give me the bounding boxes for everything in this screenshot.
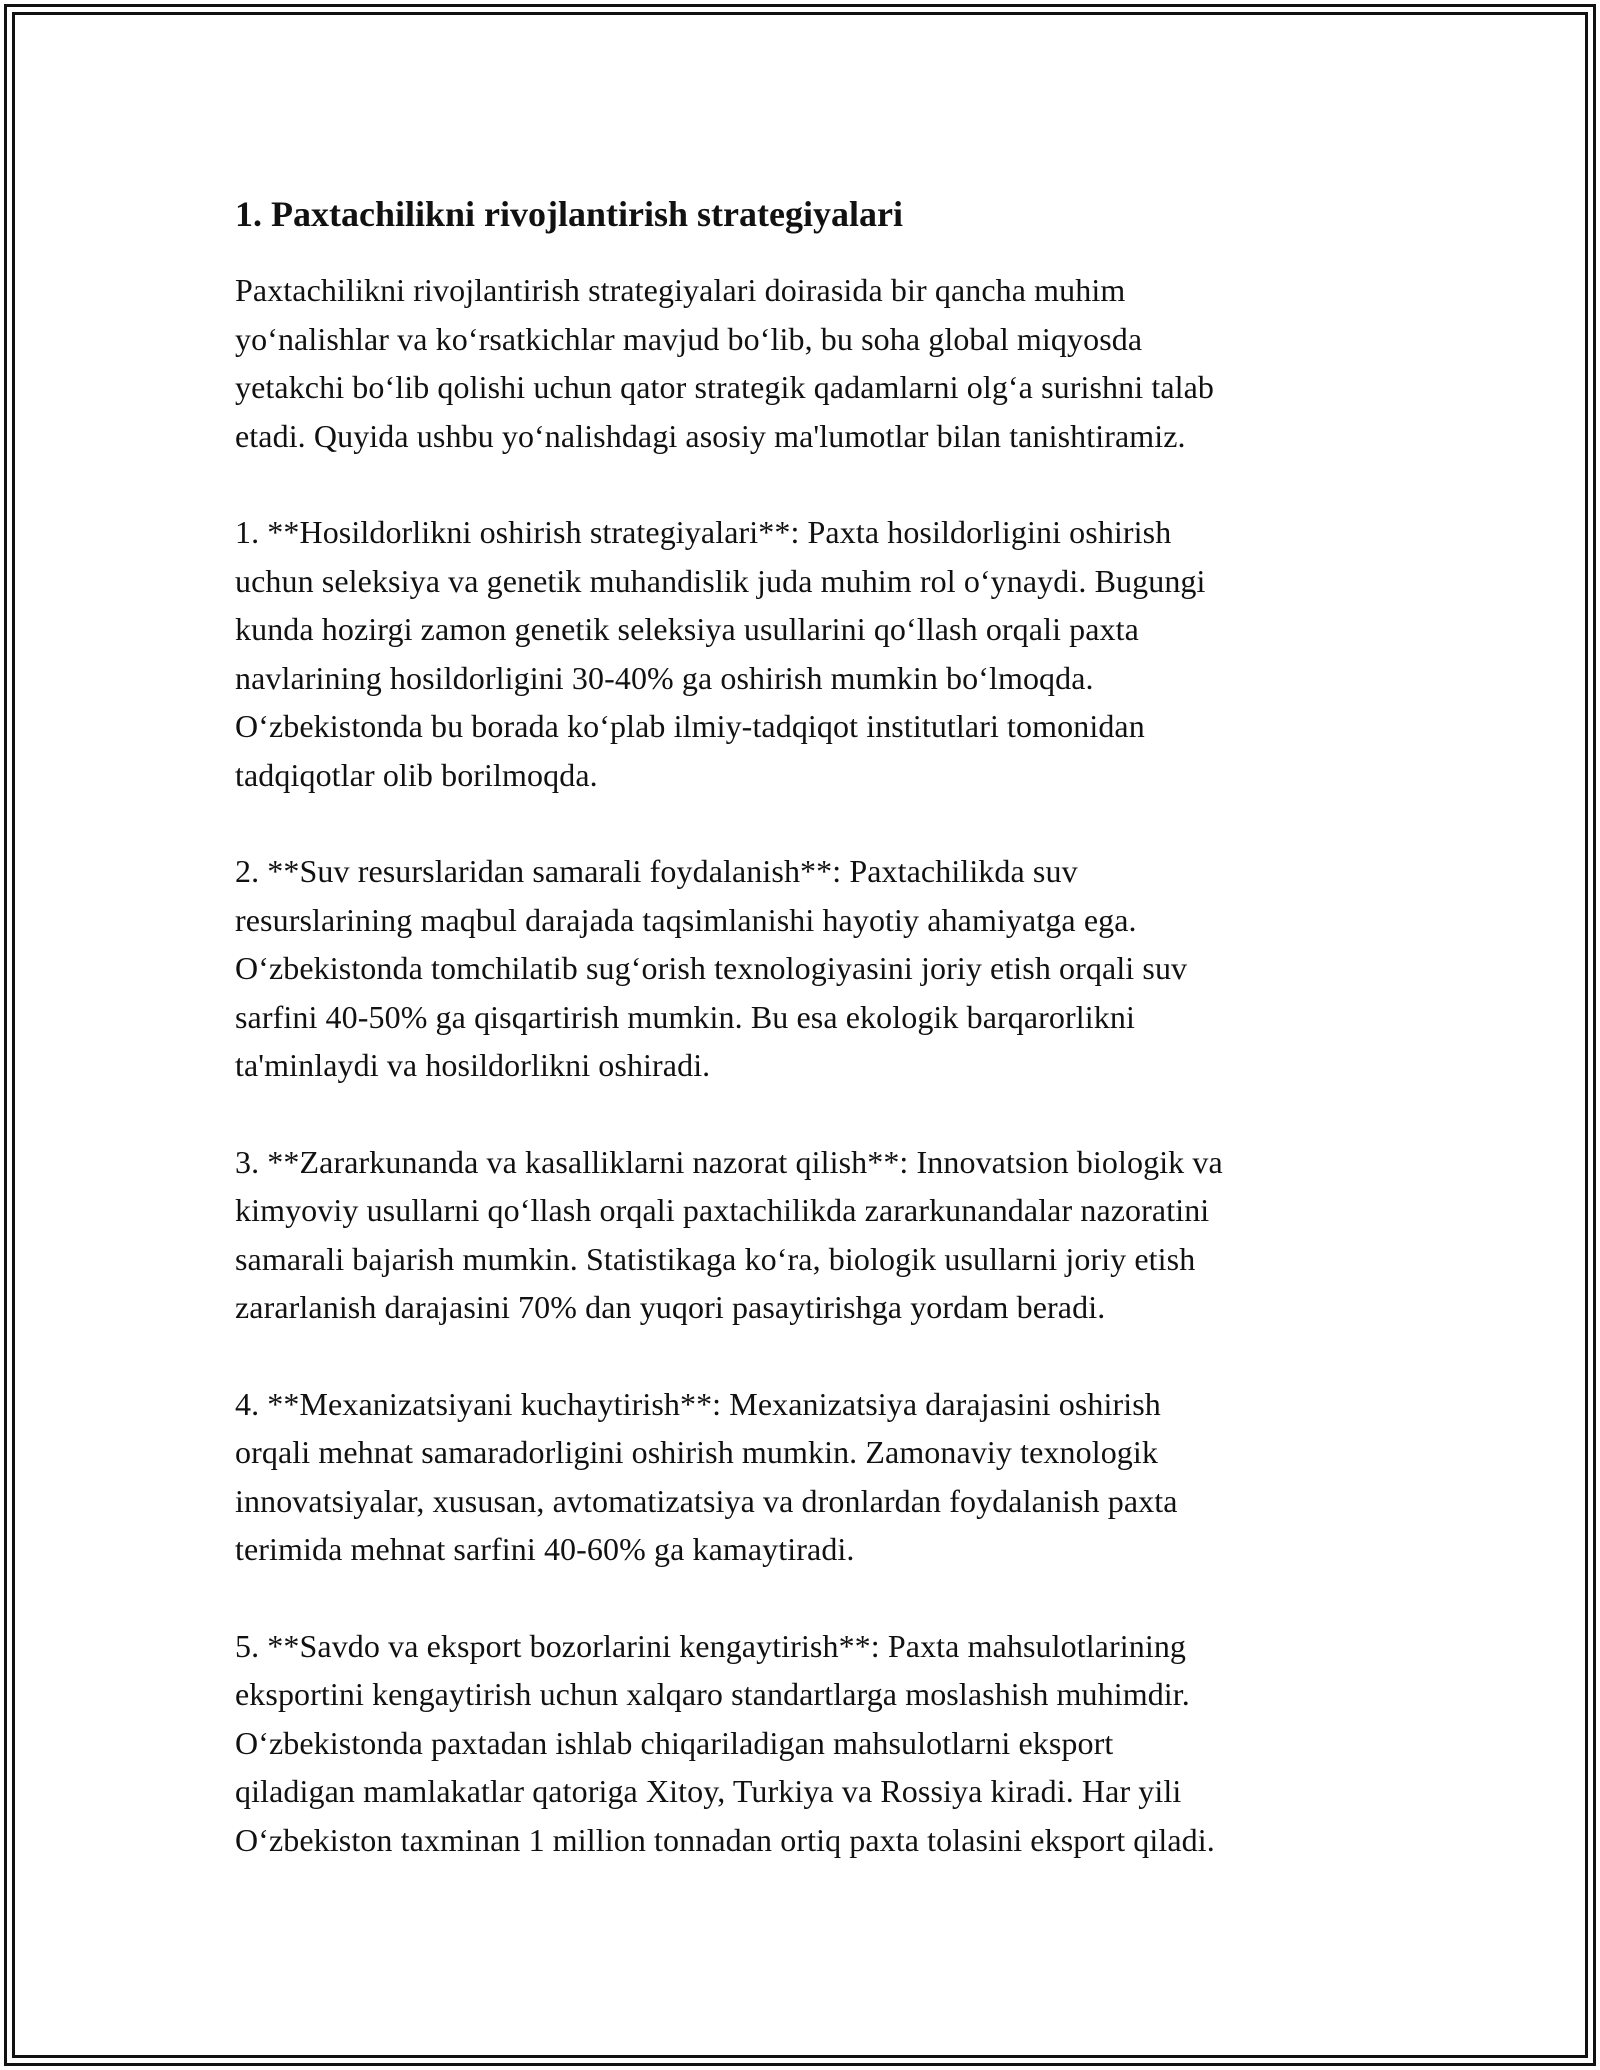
list-item-mechanization: 4. **Mexanizatsiyani kuchaytirish**: Mexanizatsiya darajasini oshirish orqali mehnat samaradorligini oshirish mumkin. Zamonaviy texnologik innovatsiyalar, xususan, avtomatizatsiya va dronlardan foydalanish paxta terimida mehnat sarfini 40-60% ga kamaytiradi. xyxy=(235,1385,1178,1567)
list-item-yield-strategies: 1. **Hosildorlikni oshirish strategiyalari**: Paxta hosildorligini oshirish uchun seleksiya va genetik muhandislik juda muhim rol o‘ynaydi. Bugungi kunda hozirgi zamon genetik seleksiya usullarini qo‘llash orqali paxta navlarining hosildorligini 30-40% ga oshirish mumkin bo‘lmoqda. O‘zbekistonda bu borada ko‘plab ilmiy-tadqiqot institutlari tomonidan tadqiqotlar olib borilmoqda. xyxy=(235,514,1206,793)
intro-paragraph: Paxtachilikni rivojlantirish strategiyalari doirasida bir qancha muhim yo‘nalishlar va ko‘rsatkichlar mavjud bo‘lib, bu soha global miqyosda yetakchi bo‘lib qolishi uchun qator strategik qadamlarni olg‘a surishni talab etadi. Quyida ushbu yo‘nalishdagi asosiy ma'lumotlar bilan tanishtiramiz. xyxy=(235,272,1215,454)
document-body xyxy=(235,190,1375,1912)
list-item-pest-control: 3. **Zararkunanda va kasalliklarni nazorat qilish**: Innovatsion biologik va kimyoviy usullarni qo‘llash orqali paxtachilikda zararkunandalar nazoratini samarali bajarish mumkin. Statistikaga ko‘ra, biologik usullarni joriy etish zararlanish darajasini 70% dan yuqori pasaytirishga yordam beradi. xyxy=(235,1143,1223,1325)
list-item-export-markets: 5. **Savdo va eksport bozorlarini kengaytirish**: Paxta mahsulotlarining eksportini kengaytirish uchun xalqaro standartlarga moslashish muhimdir. O‘zbekistonda paxtadan ishlab chiqariladigan mahsulotlarni eksport qiladigan mamlakatlar qatoriga Xitoy, Turkiya va Rossiya kiradi. Har yili O‘zbekiston taxminan 1 million tonnadan ortiq paxta tolasini eksport qiladi. xyxy=(235,1627,1215,1858)
section-heading: 1. Paxtachilikni rivojlantirish strategiyalari xyxy=(235,194,903,234)
list-item-water-resources: 2. **Suv resurslaridan samarali foydalanish**: Paxtachilikda suv resurslarining maqbul darajada taqsimlanishi hayotiy ahamiyatga ega. O‘zbekistonda tomchilatib sug‘orish texnologiyasini joriy etish orqali suv sarfini 40-50% ga qisqartirish mumkin. Bu esa ekologik barqarorlikni ta'minlaydi va hosildorlikni oshiradi. xyxy=(235,853,1188,1083)
